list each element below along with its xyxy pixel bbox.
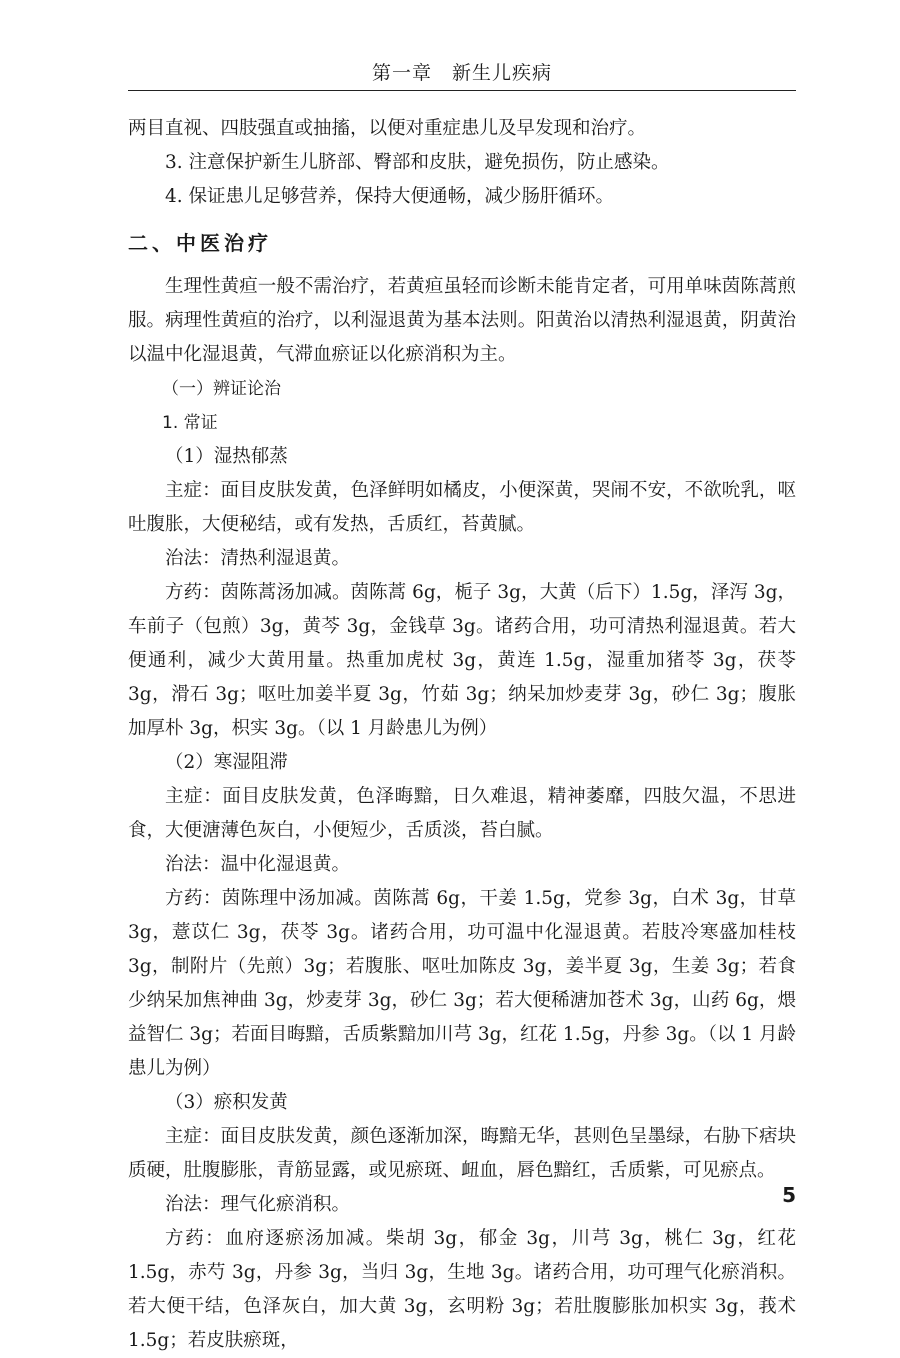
nursing-point-4: 4. 保证患儿足够营养，保持大便通畅，减少肠肝循环。 [165, 186, 615, 207]
syndrome-symptoms: 主症：面目皮肤发黄，颜色逐渐加深，晦黯无华，甚则色呈墨绿，右胁下痞块质硬，肚腹膨胀，青筋显露，或见瘀斑、衄血，唇色黯红，舌质紫，可见瘀点。 [128, 1126, 796, 1181]
subsection-heading: （一）辨证论治 [162, 379, 281, 399]
syndrome-method: 治法：清热利湿退黄。 [165, 548, 351, 569]
header-divider [128, 90, 796, 91]
syndrome-prescription: 方药：血府逐瘀汤加减。柴胡 3g，郁金 3g，川芎 3g，桃仁 3g，红花 1.5g，赤芍 3g，丹参 3g，当归 3g，生地 3g。诸药合用，功可理气化瘀消积。若大便干结，色泽灰白，加大黄 3g，玄明粉 3g；若肚腹膨胀加枳实 3g，莪术 1.5g；若皮肤瘀斑， [128, 1228, 796, 1351]
syndrome-symptoms: 主症：面目皮肤发黄，色泽鲜明如橘皮，小便深黄，哭闹不安，不欲吮乳，呕吐腹胀，大便秘结，或有发热，舌质红，苔黄腻。 [128, 480, 796, 535]
intro-paragraph: 生理性黄疸一般不需治疗，若黄疸虽轻而诊断未能肯定者，可用单味茵陈蒿煎服。病理性黄疸的治疗，以利湿退黄为基本法则。阳黄治以清热利湿退黄，阴黄治以温中化湿退黄，气滞血瘀证以化瘀消积为主。 [128, 276, 796, 365]
continuation-line: 两目直视、四肢强直或抽搐，以便对重症患儿及早发现和治疗。 [128, 118, 647, 139]
syndrome-title: （2）寒湿阻滞 [165, 752, 288, 773]
subsection-subheading: 1. 常证 [162, 413, 218, 433]
page-body [128, 112, 796, 1358]
nursing-point-3: 3. 注意保护新生儿脐部、臀部和皮肤，避免损伤，防止感染。 [165, 152, 670, 173]
syndrome-symptoms: 主症：面目皮肤发黄，色泽晦黯，日久难退，精神萎靡，四肢欠温，不思进食，大便溏薄色灰白，小便短少，舌质淡，苔白腻。 [128, 786, 796, 841]
syndrome-method: 治法：温中化湿退黄。 [165, 854, 351, 875]
syndrome-method: 治法：理气化瘀消积。 [165, 1194, 351, 1215]
page-number: 5 [782, 1183, 796, 1207]
section-title: 二、中医治疗 [128, 231, 272, 255]
chapter-header: 第一章 新生儿疾病 [371, 62, 552, 84]
syndrome-title: （3）瘀积发黄 [165, 1092, 288, 1113]
syndrome-title: （1）湿热郁蒸 [165, 446, 288, 467]
syndrome-prescription: 方药：茵陈蒿汤加减。茵陈蒿 6g，栀子 3g，大黄（后下）1.5g，泽泻 3g，车前子（包煎）3g，黄芩 3g，金钱草 3g。诸药合用，功可清热利湿退黄。若大便通利，减少大黄用量。热重加虎杖 3g，黄连 1.5g，湿重加猪苓 3g，茯苓 3g，滑石 3g；呕吐加姜半夏 3g，竹茹 3g；纳呆加炒麦芽 3g，砂仁 3g；腹胀加厚朴 3g，枳实 3g。（以 1 月龄患儿为例） [128, 582, 796, 739]
syndrome-prescription: 方药：茵陈理中汤加减。茵陈蒿 6g，干姜 1.5g，党参 3g，白术 3g，甘草 3g，薏苡仁 3g，茯苓 3g。诸药合用，功可温中化湿退黄。若肢冷寒盛加桂枝 3g，制附片（先煎）3g；若腹胀、呕吐加陈皮 3g，姜半夏 3g，生姜 3g；若食少纳呆加焦神曲 3g，炒麦芽 3g，砂仁 3g；若大便稀溏加苍术 3g，山药 6g，煨益智仁 3g；若面目晦黯，舌质紫黯加川芎 3g，红花 1.5g，丹参 3g。（以 1 月龄患儿为例） [128, 888, 796, 1079]
